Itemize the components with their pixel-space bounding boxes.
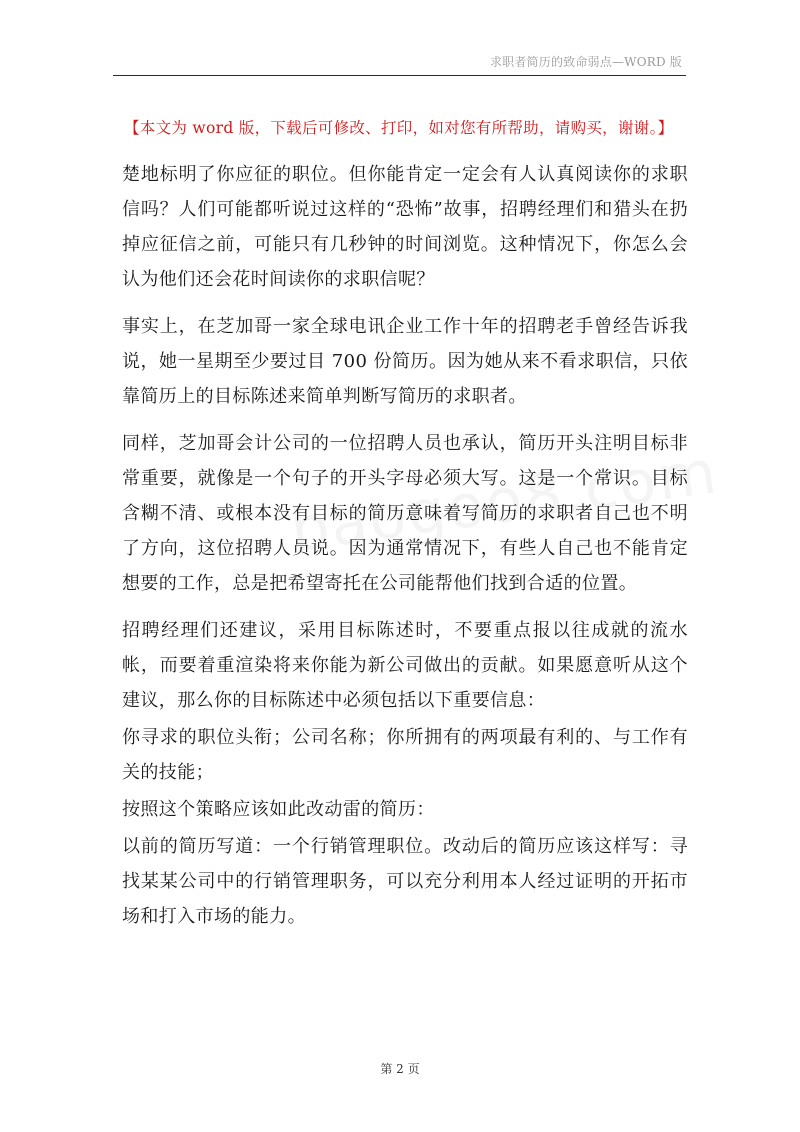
paragraph-4: 招聘经理们还建议，采用目标陈述时，不要重点报以往成就的流水帐，而要着重渲染将来你能为新公司做出的贡献。如果愿意听从这个建议，那么你的目标陈述中必须包括以下重要信息： xyxy=(122,620,688,711)
download-notice: 【本文为 word 版，下载后可修改、打印，如对您有所帮助，请购买，谢谢。】 xyxy=(124,119,674,137)
paragraph-7: 以前的简历写道：一个行销管理职位。改动后的简历应该这样写：寻找某某公司中的行销管理职务，可以充分利用本人经过证明的开拓市场和打入市场的能力。 xyxy=(122,836,688,927)
paragraph-5: 你寻求的职位头衔；公司名称；你所拥有的两项最有利的、与工作有关的技能； xyxy=(122,727,688,783)
paragraph-1: 楚地标明了你应征的职位。但你能肯定一定会有人认真阅读你的求职信吗？人们可能都听说过这样的“恐怖”故事，招聘经理们和猎头在扔掉应征信之前，可能只有几秒钟的时间浏览。这种情况下，你怎么会认为他们还会花时间读你的求职信呢？ xyxy=(122,164,688,290)
header-title: 求职者简历的致命弱点—WORD 版 xyxy=(489,55,682,69)
header-divider xyxy=(113,75,686,76)
page-number: 第 2 页 xyxy=(380,1062,420,1076)
paragraph-2: 事实上，在芝加哥一家全球电讯企业工作十年的招聘老手曾经告诉我说，她一星期至少要过目 700 份简历。因为她从来不看求职信，只依靠简历上的目标陈述来简单判断写简历的求职者。 xyxy=(122,316,688,407)
paragraph-3: 同样，芝加哥会计公司的一位招聘人员也承认，简历开头注明目标非常重要，就像是一个句子的开头字母必须大写。这是一个常识。目标含糊不清、或根本没有目标的简历意味着写简历的求职者自己也不明了方向，这位招聘人员说。因为通常情况下，有些人自己也不能肯定想要的工作，总是把希望寄托在公司能帮他们找到合适的位置。 xyxy=(122,433,688,594)
paragraph-6: 按照这个策略应该如此改动雷的简历： xyxy=(122,799,435,820)
document-body xyxy=(122,157,688,936)
